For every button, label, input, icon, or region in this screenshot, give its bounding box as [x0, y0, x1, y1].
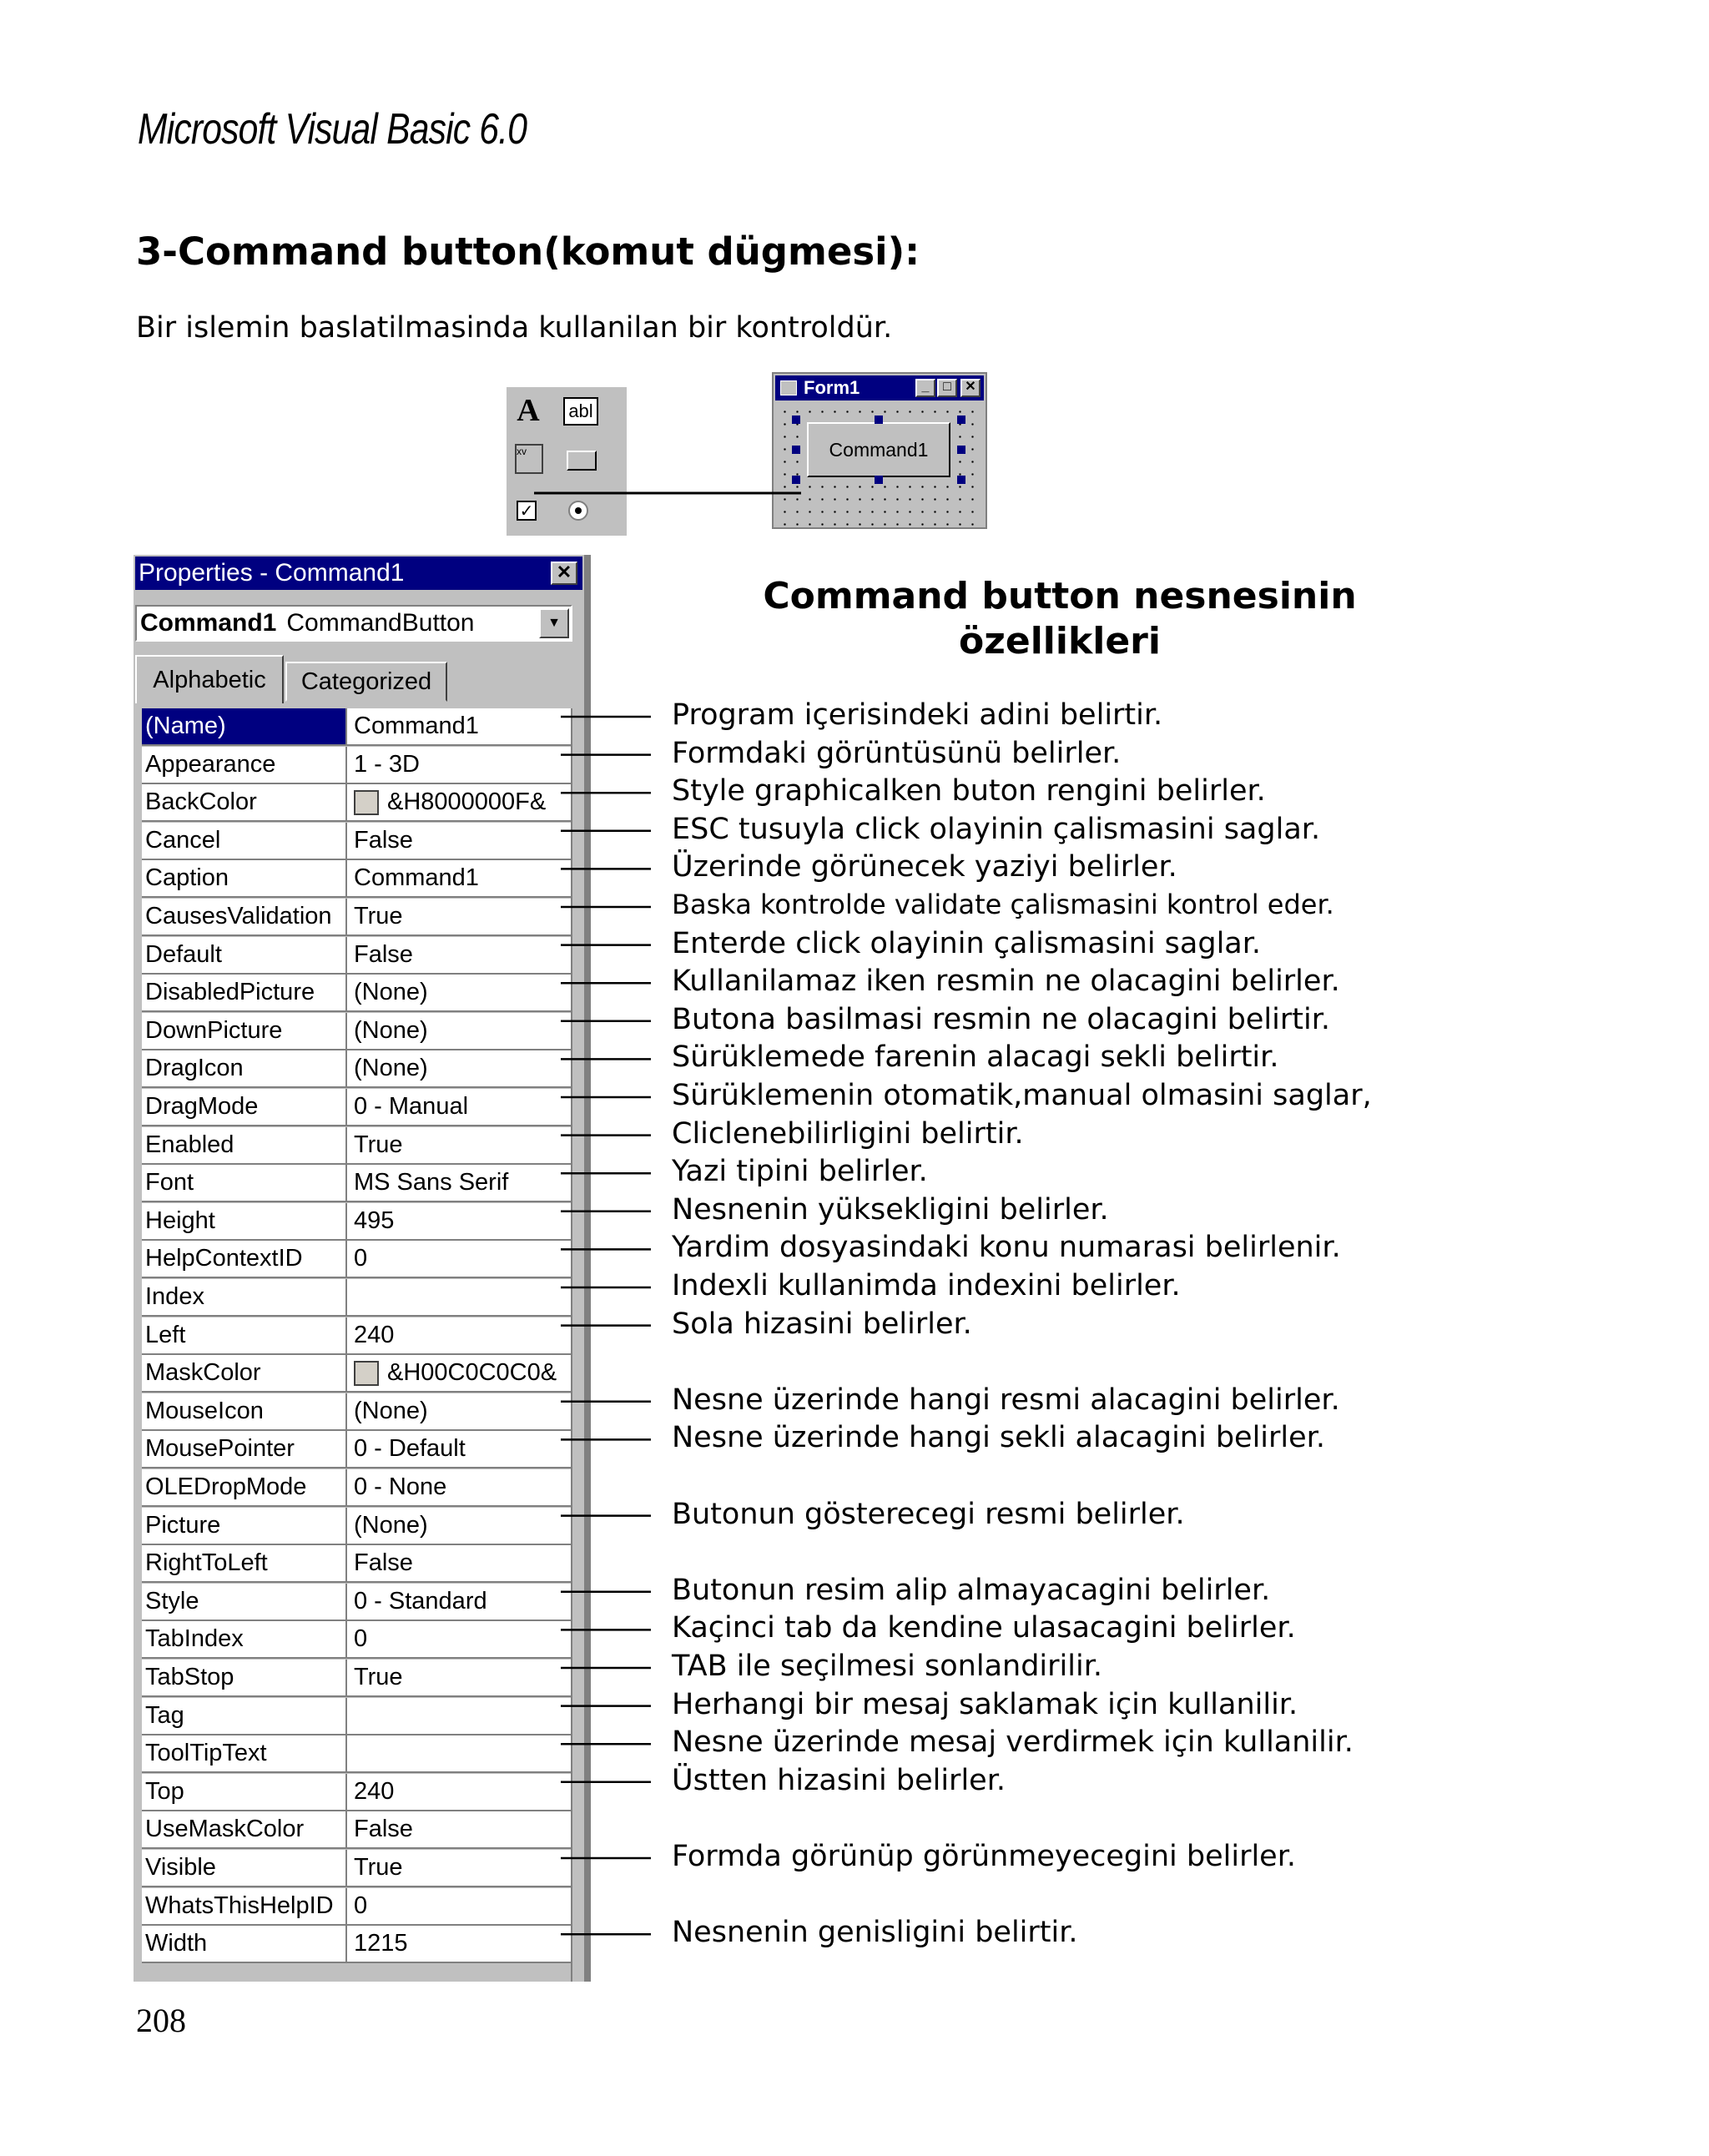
property-description: Kullanilamaz iken resmin ne olacagini belirler. [672, 965, 1340, 999]
property-value-text: &H00C0C0C0& [387, 1359, 557, 1387]
property-name: Index [142, 1279, 347, 1315]
property-description: Butona basilmasi resmin ne olacagini belirtir. [672, 1002, 1331, 1036]
property-value-text: False [354, 1816, 413, 1843]
properties-title: Properties - Command1 [139, 559, 405, 587]
property-description: Formdaki görüntüsünü belirler. [672, 736, 1122, 770]
property-description: Herhangi bir mesaj saklamak için kullanilir. [672, 1687, 1298, 1721]
property-value-text: True [354, 1131, 403, 1158]
property-value-text: 0 - Standard [354, 1587, 487, 1614]
property-value-text: 0 - Manual [354, 1093, 469, 1120]
property-name: Font [142, 1165, 347, 1201]
property-description: Sürüklemede farenin alacagi sekli belirtir. [672, 1040, 1279, 1075]
page-number: 208 [136, 2002, 186, 2039]
property-value-text: (None) [354, 979, 428, 1006]
property-description: Style graphicalken buton rengini belirler. [672, 774, 1266, 808]
property-value-text: (None) [354, 1397, 428, 1424]
close-icon[interactable]: ✕ [551, 562, 577, 585]
object-name: Command1 [140, 609, 277, 637]
property-description: Yardim dosyasindaki konu numarasi belirlenir. [672, 1231, 1341, 1265]
form-title: Form1 [804, 377, 860, 398]
property-name: Cancel [142, 823, 347, 859]
property-value-text: 495 [354, 1206, 395, 1234]
property-name: DisabledPicture [142, 975, 347, 1010]
property-name: ToolTipText [142, 1735, 347, 1771]
property-description: Nesnenin yüksekligini belirler. [672, 1192, 1109, 1227]
property-name: (Name) [142, 708, 347, 744]
property-description: Sürüklemenin otomatik,manual olmasini saglar, [672, 1079, 1372, 1112]
minimize-icon[interactable]: _ [915, 379, 935, 397]
property-value-text: MS Sans Serif [354, 1169, 509, 1196]
property-name: UseMaskColor [142, 1811, 347, 1847]
property-value-text: True [354, 1664, 403, 1690]
property-description: Üstten hizasini belirler. [672, 1763, 1006, 1797]
property-description: Cliclenebilirligini belirtir. [672, 1116, 1024, 1151]
property-name: Appearance [142, 747, 347, 783]
object-type: CommandButton [286, 609, 475, 637]
property-name: BackColor [142, 784, 347, 820]
property-name: DragMode [142, 1089, 347, 1125]
book-title: Microsoft Visual Basic 6.0 [138, 105, 527, 154]
property-description: Yazi tipini belirler. [672, 1155, 928, 1189]
property-name: Height [142, 1203, 347, 1239]
property-name: Visible [142, 1850, 347, 1886]
property-description: Baska kontrolde validate çalismasini kontrol eder. [672, 889, 1334, 920]
property-name: MouseIcon [142, 1393, 347, 1429]
property-value-text: &H8000000F& [387, 788, 547, 816]
property-value-text: Command1 [354, 713, 479, 739]
property-value-text: 0 [354, 1892, 368, 1919]
property-description: Kaçinci tab da kendine ulasacagini belirler. [672, 1611, 1296, 1645]
property-name: RightToLeft [142, 1545, 347, 1581]
property-description: Nesne üzerinde mesaj verdirmek için kullanilir. [672, 1725, 1354, 1760]
property-value-text: 240 [354, 1321, 395, 1348]
property-name: WhatsThisHelpID [142, 1888, 347, 1924]
property-name: Caption [142, 860, 347, 896]
property-value-text: 0 [354, 1625, 368, 1653]
property-name: Top [142, 1774, 347, 1810]
property-name: TabIndex [142, 1621, 347, 1657]
property-value-text: (None) [354, 1016, 428, 1044]
property-value-text: (None) [354, 1055, 428, 1082]
property-value-text: 0 [354, 1245, 368, 1272]
property-value-text: False [354, 1549, 413, 1577]
property-value-text: 1 - 3D [354, 750, 420, 778]
property-name: Left [142, 1317, 347, 1353]
property-name: Width [142, 1926, 347, 1962]
label-tool-icon[interactable]: A [517, 393, 540, 428]
textbox-tool-icon[interactable]: abl [563, 397, 598, 426]
section-heading: 3-Command button(komut dügmesi): [136, 229, 920, 274]
property-name: Style [142, 1584, 347, 1620]
property-value-text: Command1 [354, 864, 479, 892]
property-name: OLEDropMode [142, 1469, 347, 1505]
property-name: CausesValidation [142, 899, 347, 934]
property-name: HelpContextID [142, 1241, 347, 1277]
property-value-text: False [354, 940, 413, 968]
frame-tool-icon[interactable]: xv [515, 444, 543, 474]
property-description: Indexli kullanimda indexini belirler. [672, 1269, 1181, 1302]
property-value-text: 240 [354, 1777, 395, 1805]
property-name: TabStop [142, 1660, 347, 1695]
property-name: DragIcon [142, 1050, 347, 1086]
property-description: Nesne üzerinde hangi sekli alacagini belirler. [672, 1421, 1325, 1455]
property-description: TAB ile seçilmesi sonlandirilir. [672, 1650, 1103, 1683]
checkbox-tool-icon[interactable]: ✓ [517, 501, 537, 521]
property-name: MousePointer [142, 1431, 347, 1467]
property-description: Formda görünüp görünmeyecegini belirler. [672, 1840, 1297, 1873]
property-value-text: False [354, 826, 413, 854]
property-value-text: 0 - None [354, 1473, 447, 1500]
chevron-down-icon[interactable]: ▼ [539, 608, 569, 638]
maximize-icon[interactable]: □ [937, 379, 957, 397]
property-value-text: (None) [354, 1511, 428, 1539]
property-value-text: 0 - Default [354, 1435, 466, 1463]
property-value-text: True [354, 903, 403, 929]
property-name: Default [142, 937, 347, 973]
property-description: Butonun resim alip almayacagini belirler. [672, 1573, 1271, 1607]
property-description: Sola hizasini belirler. [672, 1307, 972, 1341]
tab-categorized[interactable]: Categorized [285, 662, 447, 702]
property-description: ESC tusuyla click olayinin çalismasini saglar. [672, 812, 1321, 846]
property-name: Picture [142, 1508, 347, 1544]
intro-paragraph: Bir islemin baslatilmasinda kullanilan bir kontroldür. [136, 311, 893, 345]
property-value-text: True [354, 1854, 403, 1881]
property-description: Üzerinde görünecek yaziyi belirler. [672, 850, 1177, 884]
command1-button[interactable]: Command1 [807, 422, 950, 477]
property-description: Program içerisindeki adini belirtir. [672, 698, 1163, 732]
property-name: MaskColor [142, 1355, 347, 1391]
close-icon[interactable]: ✕ [960, 379, 981, 397]
property-name: DownPicture [142, 1013, 347, 1049]
property-name: Tag [142, 1698, 347, 1734]
descriptions-title: Command button nesnesinin özellikleri [763, 575, 1357, 662]
property-description: Enterde click olayinin çalismasini saglar. [672, 926, 1262, 960]
property-value-text: 1215 [354, 1930, 408, 1957]
tab-alphabetic[interactable]: Alphabetic [135, 655, 284, 703]
property-name: Enabled [142, 1127, 347, 1163]
property-description: Butonun gösterecegi resmi belirler. [672, 1497, 1185, 1531]
property-description: Nesnenin genisligini belirtir. [672, 1916, 1078, 1950]
property-description: Nesne üzerinde hangi resmi alacagini belirler. [672, 1383, 1340, 1417]
